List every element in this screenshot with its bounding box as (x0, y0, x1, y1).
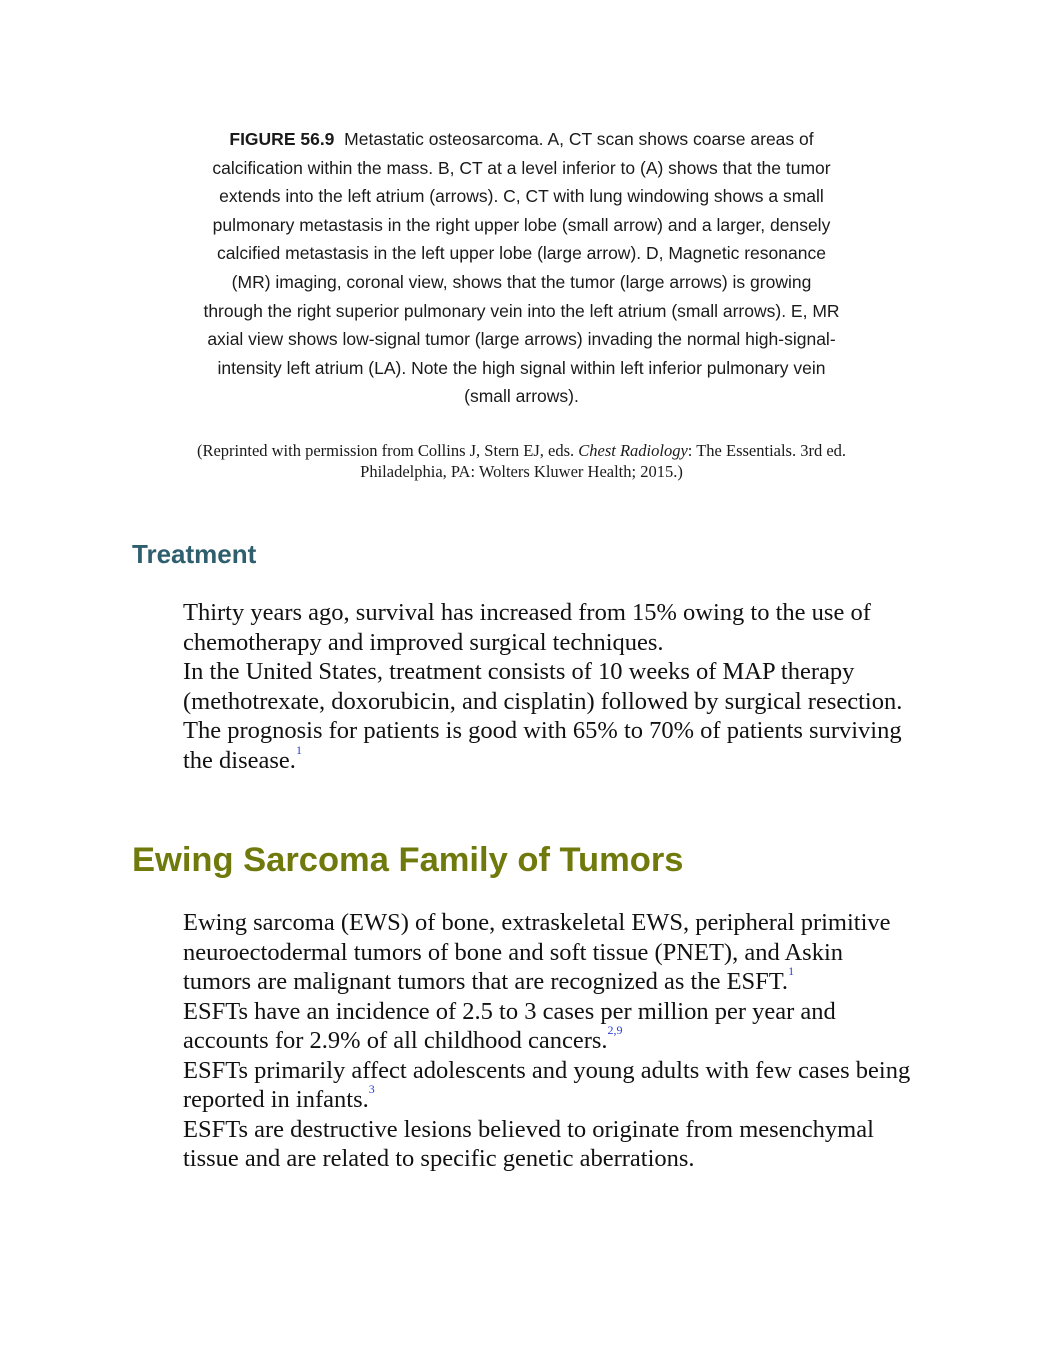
reference-link[interactable]: 1 (788, 964, 795, 978)
reference-link[interactable]: 1 (295, 742, 302, 757)
paragraph-text: Ewing sarcoma (EWS) of bone, extraskeletal EWS, peripheral primitive neuroectodermal tumors of bone and soft tissue (PNET), and Askin tumors are malignant tumors that are recognized as the ESFT. (183, 909, 891, 995)
treatment-paragraph (183, 716, 913, 775)
treatment-paragraph (183, 598, 913, 657)
ewing-heading: Ewing Sarcoma Family of Tumors (132, 841, 684, 879)
ewing-paragraph (183, 1056, 913, 1115)
paragraph-text: ESFTs primarily affect adolescents and young adults with few cases being reported in infants. (183, 1056, 911, 1113)
credit-before: (Reprinted with permission from Collins J, Stern EJ, eds. (196, 441, 579, 460)
paragraph-text: ESFTs have an incidence of 2.5 to 3 cases per million per year and accounts for 2.9% of all childhood cancers. (183, 997, 836, 1054)
reference-link[interactable]: 2,9 (607, 1023, 623, 1037)
ewing-section (183, 908, 913, 1174)
figure-credit (195, 440, 848, 482)
paragraph-text: Thirty years ago, survival has increased from 15% owing to the use of chemotherapy and improved surgical techniques. (183, 599, 871, 656)
reference-link[interactable]: 3 (368, 1082, 375, 1096)
paragraph-text: In the United States, treatment consists of 10 weeks of MAP therapy (methotrexate, doxorubicin, and cisplatin) followed by surgical resection. (183, 658, 903, 715)
ewing-paragraph (183, 908, 913, 997)
paragraph-text: The prognosis for patients is good with 65% to 70% of patients surviving the disease. (183, 717, 902, 774)
figure-caption (200, 125, 843, 411)
paragraph-text: ESFTs are destructive lesions believed to originate from mesenchymal tissue and are related to specific genetic aberrations. (183, 1115, 874, 1172)
credit-book-title: Chest Radiology (578, 441, 688, 460)
ewing-paragraph (183, 997, 913, 1056)
treatment-section (183, 598, 913, 775)
credit-after: : The Essentials. 3rd ed. Philadelphia, PA: Wolters Kluwer Health; 2015.) (360, 441, 847, 481)
treatment-paragraph (183, 657, 913, 716)
figure-caption-text: Metastatic osteosarcoma. A, CT scan shows coarse areas of calcification within the mass. B, CT at a level inferior to (A) shows that the tumor extends into the left atrium (arrows). C, CT with lung windowing shows a small pulmonary metastasis in the right upper lobe (small arrow) and a larger, densely calcified metastasis in the left upper lobe (large arrow). D, Magnetic resonance (MR) imaging, coronal view, shows that the tumor (large arrows) is growing through the right superior pulmonary vein into the left atrium (small arrows). E, MR axial view shows low-signal tumor (large arrows) invading the normal high-signal-intensity left atrium (LA). Note the high signal within left inferior pulmonary vein (small arrows). (203, 129, 840, 407)
figure-label: FIGURE 56.9 (229, 129, 335, 149)
treatment-heading: Treatment (132, 539, 257, 569)
ewing-paragraph (183, 1115, 913, 1174)
